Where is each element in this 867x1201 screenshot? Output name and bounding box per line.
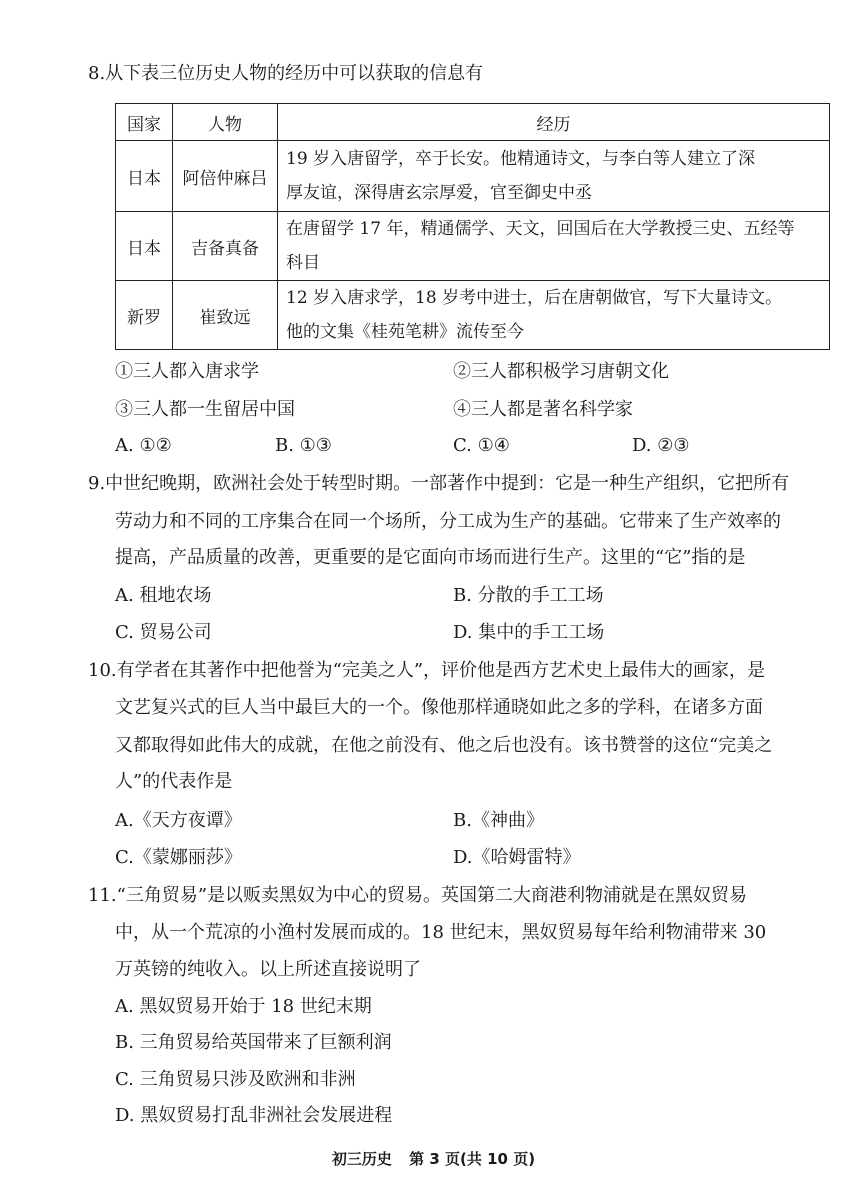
q10-stem-line: 文艺复兴式的巨人当中最巨大的一个。像他那样通晓如此之多的学科，在诸多方面	[115, 697, 763, 718]
footer-page-number: 第 3 页(共 10 页)	[409, 1150, 536, 1168]
q8-statement-4: ④三人都是著名科学家	[453, 399, 633, 420]
q11-option-b[interactable]: B. 三角贸易给英国带来了巨额利润	[115, 1032, 392, 1053]
q9-option-a[interactable]: A. 租地农场	[115, 585, 212, 606]
q11-stem-line: 中，从一个荒凉的小渔村发展而成的。18 世纪末，黑奴贸易每年给利物浦带来 30	[115, 922, 767, 943]
q9-stem-line: 提高，产品质量的改善，更重要的是它面向市场而进行生产。这里的“它”指的是	[115, 547, 746, 568]
table-cell-person: 阿倍仲麻吕	[173, 141, 278, 212]
q11-option-a[interactable]: A. 黑奴贸易开始于 18 世纪末期	[115, 996, 372, 1017]
q8-option-d[interactable]: D. ②③	[632, 435, 690, 456]
q10-stem-line: 人”的代表作是	[115, 771, 233, 792]
footer-subject: 初三历史	[331, 1150, 392, 1168]
q8-option-c[interactable]: C. ①④	[453, 435, 510, 456]
page-footer	[0, 1148, 867, 1169]
q10-option-b[interactable]: B.《神曲》	[453, 810, 544, 831]
q8-statement-3: ③三人都一生留居中国	[115, 399, 295, 420]
q8-statement-2: ②三人都积极学习唐朝文化	[453, 361, 669, 382]
q9-stem-line: 9.中世纪晚期，欧洲社会处于转型时期。一部著作中提到：它是一种生产组织，它把所有	[88, 473, 790, 494]
q11-stem-line: 万英镑的纯收入。以上所述直接说明了	[115, 959, 421, 980]
table-cell-experience	[278, 141, 830, 212]
q9-option-c[interactable]: C. 贸易公司	[115, 622, 212, 643]
q8-stem: 8.从下表三位历史人物的经历中可以获取的信息有	[88, 63, 484, 84]
q9-option-d[interactable]: D. 集中的手工工场	[453, 622, 605, 643]
table-row	[116, 281, 830, 350]
q8-statement-1: ①三人都入唐求学	[115, 361, 259, 382]
q10-stem-line: 又都取得如此伟大的成就，在他之前没有、他之后也没有。该书赞誉的这位“完美之	[115, 735, 773, 756]
experience-line: 他的文集《桂苑笔耕》流传至今	[286, 322, 524, 342]
q11-stem-line: 11.“三角贸易”是以贩卖黑奴为中心的贸易。英国第二大商港利物浦就是在黑奴贸易	[88, 885, 748, 906]
table-header-experience: 经历	[278, 104, 830, 141]
experience-line: 19 岁入唐留学，卒于长安。他精通诗文，与李白等人建立了深	[286, 149, 756, 169]
table-cell-country: 新罗	[116, 281, 173, 350]
table-cell-country: 日本	[116, 212, 173, 281]
q9-stem-line: 劳动力和不同的工序集合在同一个场所，分工成为生产的基础。它带来了生产效率的	[115, 511, 781, 532]
table-cell-experience	[278, 281, 830, 350]
q11-option-c[interactable]: C. 三角贸易只涉及欧洲和非洲	[115, 1069, 356, 1090]
table-row	[116, 141, 830, 212]
table-row	[116, 212, 830, 281]
q10-option-a[interactable]: A.《天方夜谭》	[115, 810, 242, 831]
table-cell-experience	[278, 212, 830, 281]
experience-line: 在唐留学 17 年，精通儒学、天文，回国后在大学教授三史、五经等	[286, 219, 795, 239]
experience-line: 科目	[286, 253, 320, 273]
q10-stem-line: 10.有学者在其著作中把他誉为“完美之人”，评价他是西方艺术史上最伟大的画家，是	[88, 660, 766, 681]
table-header-person: 人物	[173, 104, 278, 141]
q8-option-b[interactable]: B. ①③	[275, 435, 332, 456]
q11-option-d[interactable]: D. 黑奴贸易打乱非洲社会发展进程	[115, 1105, 393, 1126]
q8-table	[115, 103, 830, 350]
table-cell-person: 崔致远	[173, 281, 278, 350]
q8-option-a[interactable]: A. ①②	[115, 435, 172, 456]
table-cell-person: 吉备真备	[173, 212, 278, 281]
table-header-country: 国家	[116, 104, 173, 141]
experience-line: 厚友谊，深得唐玄宗厚爱，官至御史中丞	[286, 183, 592, 203]
q10-option-c[interactable]: C.《蒙娜丽莎》	[115, 847, 242, 868]
q10-option-d[interactable]: D.《哈姆雷特》	[453, 847, 581, 868]
q9-option-b[interactable]: B. 分散的手工工场	[453, 585, 604, 606]
table-cell-country: 日本	[116, 141, 173, 212]
experience-line: 12 岁入唐求学，18 岁考中进士，后在唐朝做官，写下大量诗文。	[286, 288, 783, 308]
